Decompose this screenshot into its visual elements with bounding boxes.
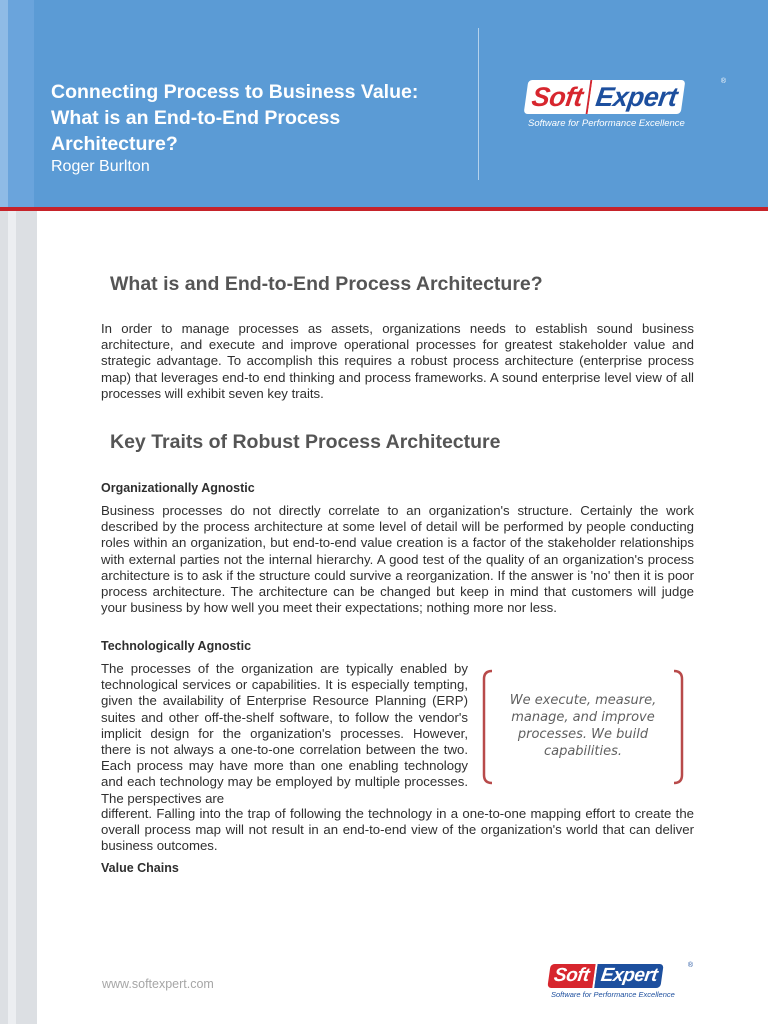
header-divider [478,28,479,180]
subheading-organizationally-agnostic: Organizationally Agnostic [101,481,255,495]
logo-expert-text: Expert [592,964,664,988]
section-heading-key-traits: Key Traits of Robust Process Architecture [110,431,501,453]
header-stripe [8,0,34,208]
side-band-stripe [8,211,16,1024]
footer-softexpert-logo [549,964,699,1004]
logo-registered-mark: ® [720,78,726,85]
document-title: Connecting Process to Business Value: What is an End-to-End Process Architecture? [51,81,419,155]
footer-website-link[interactable]: www.softexpert.com [102,977,214,991]
header-stripe [0,0,8,208]
section-heading-what: What is and End-to-End Process Architecture? [110,273,543,295]
paragraph-technologically-agnostic-continued: different. Falling into the trap of following the technology in a one-to-one mapping effort to create the overall process map will not result in an end-to-end view of the organization's world that can deliver business outcomes. [101,806,694,854]
pull-quote [480,668,686,786]
header-red-rule [0,207,768,211]
softexpert-logo [526,80,726,135]
logo-expert-text: Expert [586,80,686,114]
header-banner [0,0,768,208]
paragraph-organizationally-agnostic: Business processes do not directly correlate to an organization's structure. Certainly the work described by the process architecture at some level of detail will be performed by people conducting roles within an organization, but end-to-end value creation is a factor of the stakeholder relationships with external parties not the internal hierarchy. A good test of the quality of an organization's process architecture is to ask if the structure could survive a reorganization. If the answer is 'no' then it is poor process architecture. The architecture can be changed but keep in mind that customers will judge your business by how well you meet their expectations; nothing more nor less. [101,503,694,616]
pull-quote-text: We execute, measure, manage, and improve processes. We build capabilities. [509,693,657,759]
subheading-technologically-agnostic: Technologically Agnostic [101,639,252,653]
logo-registered-mark: ® [687,962,693,969]
logo-soft-text: Soft [547,964,595,988]
side-band [0,211,37,1024]
logo-tagline: Software for Performance Excellence [551,990,675,999]
logo-soft-text: Soft [524,80,591,114]
intro-paragraph: In order to manage processes as assets, organizations needs to establish sound business architecture, and execute and improve operational processes for greatest stakeholder value and strategic advantage. To accomplish this requires a robust process architecture (enterprise process map) that leverages end-to end thinking and process frameworks. A sound enterprise level view of all processes will exhibit seven key traits. [101,321,694,401]
subheading-value-chains: Value Chains [101,861,179,875]
paragraph-technologically-agnostic: The processes of the organization are typically enabled by technological services or capabilities. It is especially tempting, given the availability of Enterprise Resource Planning (ERP) suites and other off-the-shelf software, to follow the vendor's implicit design for the organization's processes. However, there is not always a one-to-one correlation between the two. Each process may have more than one enabling technology and each technology may be employed by multiple processes. The perspectives are [101,661,468,806]
logo-tagline: Software for Performance Excellence [528,118,685,129]
author-name: Roger Burlton [51,158,150,175]
